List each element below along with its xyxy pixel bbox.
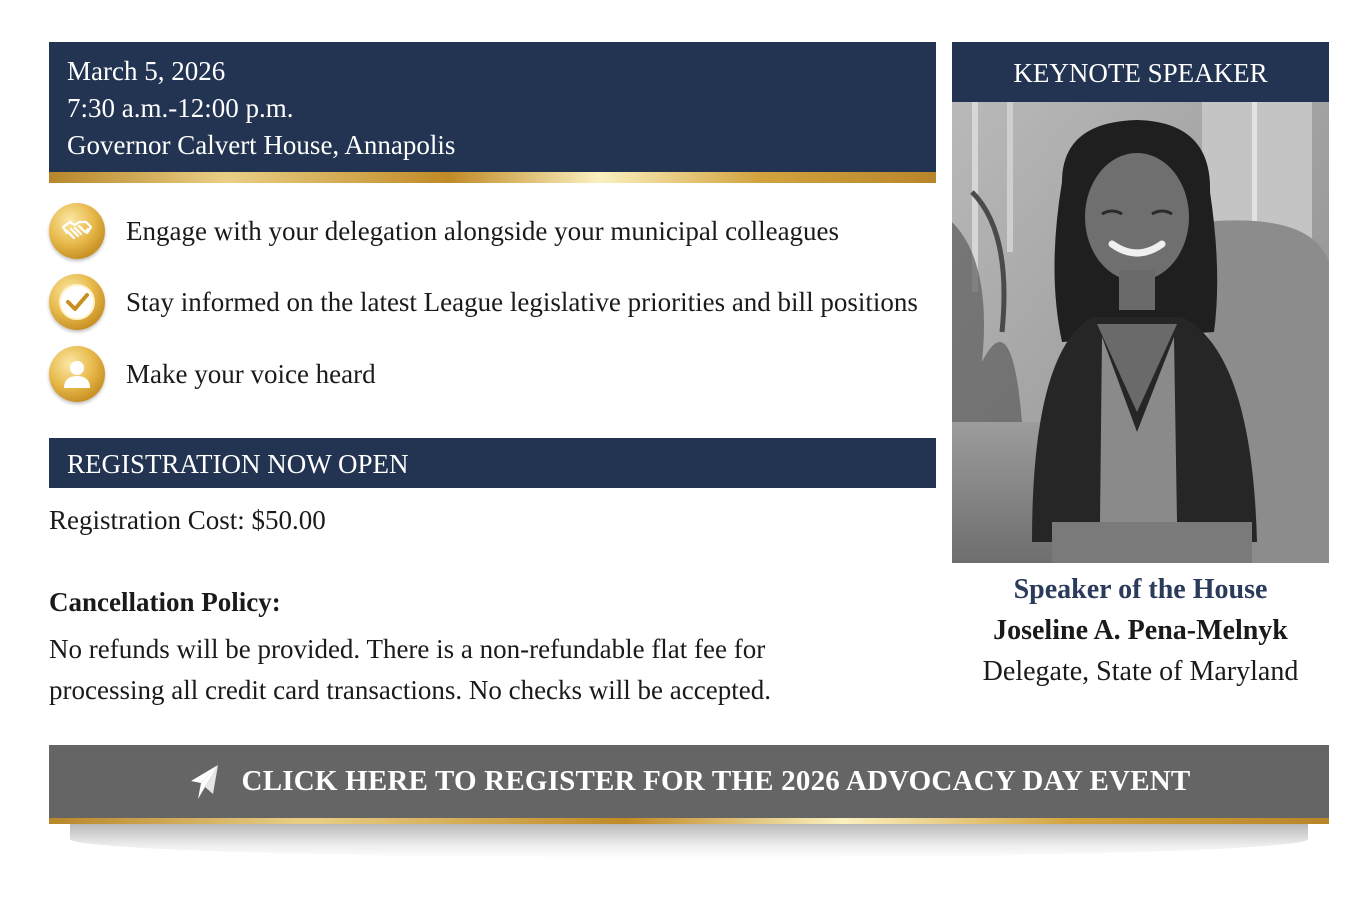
handshake-icon [49, 203, 105, 259]
speaker-role: Speaker of the House [1013, 574, 1268, 605]
event-time: 7:30 a.m.-12:00 p.m. [67, 93, 294, 123]
gold-divider [49, 172, 936, 183]
paper-plane-icon [188, 762, 222, 802]
button-shadow [70, 820, 1308, 858]
event-details-header [49, 42, 936, 172]
benefit-item-informed [49, 272, 918, 332]
event-date: March 5, 2026 [67, 56, 226, 86]
speaker-photo [952, 102, 1329, 563]
cancellation-policy-text: No refunds will be provided. There is a non-refundable flat fee for processing all credit card transactions. No checks will be accepted. [49, 634, 771, 705]
keynote-speaker-header: KEYNOTE SPEAKER [952, 42, 1329, 102]
register-button[interactable] [49, 745, 1329, 818]
speaker-name: Joseline A. Pena-Melnyk [993, 615, 1288, 646]
benefit-item-voice [49, 344, 376, 404]
benefit-text: Engage with your delegation alongside your municipal colleagues [126, 215, 840, 246]
benefit-text: Make your voice heard [126, 358, 376, 389]
benefit-text: Stay informed on the latest League legislative priorities and bill positions [126, 286, 918, 317]
register-button-label: CLICK HERE TO REGISTER FOR THE 2026 ADVOCACY DAY EVENT [241, 765, 1191, 797]
event-location: Governor Calvert House, Annapolis [67, 130, 456, 160]
gold-divider [49, 818, 1329, 824]
cancellation-policy-title: Cancellation Policy: [49, 587, 281, 617]
registration-cost: Registration Cost: $50.00 [49, 505, 326, 535]
speaker-title: Delegate, State of Maryland [982, 656, 1299, 687]
checkmark-icon [49, 274, 105, 330]
registration-header: REGISTRATION NOW OPEN [49, 438, 936, 488]
benefit-item-engage [49, 201, 839, 261]
person-icon [49, 346, 105, 402]
